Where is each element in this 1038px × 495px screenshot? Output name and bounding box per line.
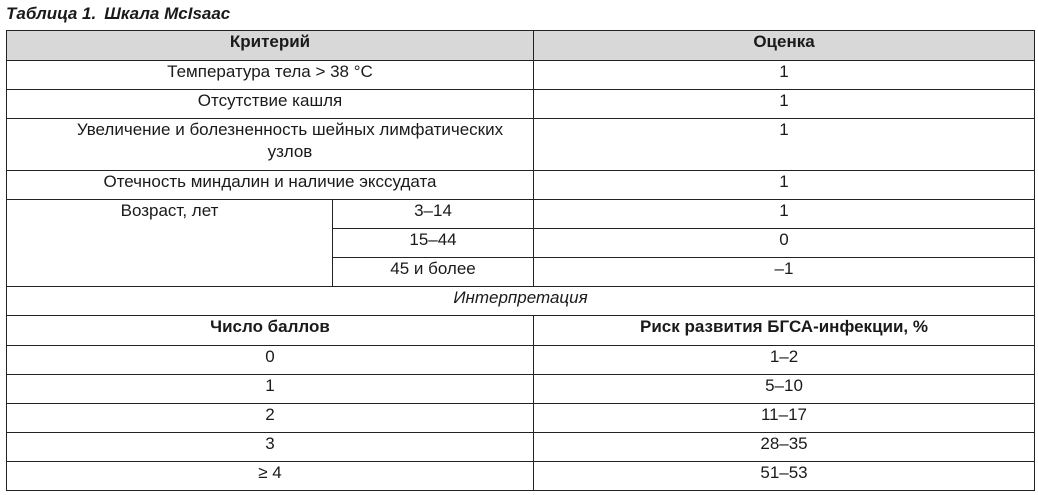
- header-score: Оценка: [534, 31, 1035, 61]
- header-points: Число баллов: [7, 316, 534, 346]
- criterion-cell: Температура тела > 38 °C: [7, 61, 534, 90]
- table-row: [7, 375, 1035, 404]
- risk-cell: 28–35: [534, 433, 1035, 462]
- table-row: [7, 90, 1035, 119]
- risk-cell: 5–10: [534, 375, 1035, 404]
- points-cell: 3: [7, 433, 534, 462]
- table-row: [7, 200, 1035, 229]
- criterion-text: Увеличение и болезненность шейных лимфатических узлов: [76, 120, 504, 161]
- caption-number: Таблица 1.: [6, 4, 97, 23]
- score-cell: 1: [534, 171, 1035, 200]
- score-cell: 1: [534, 61, 1035, 90]
- table-row: [7, 433, 1035, 462]
- age-range-cell: 3–14: [333, 200, 534, 229]
- caption-title: Шкала McIsaac: [104, 4, 231, 23]
- points-cell: 1: [7, 375, 534, 404]
- interpretation-title-row: [7, 287, 1035, 316]
- table-row: [7, 171, 1035, 200]
- header-risk: Риск развития БГСА-инфекции, %: [534, 316, 1035, 346]
- table-row: [7, 462, 1035, 491]
- points-cell: 0: [7, 346, 534, 375]
- table-row: [7, 61, 1035, 90]
- score-cell: 1: [534, 200, 1035, 229]
- age-range-cell: 15–44: [333, 229, 534, 258]
- risk-cell: 1–2: [534, 346, 1035, 375]
- mcisaac-table: [6, 30, 1035, 491]
- points-cell: 2: [7, 404, 534, 433]
- risk-cell: 11–17: [534, 404, 1035, 433]
- age-label-cell: Возраст, лет: [7, 200, 333, 287]
- interpretation-header-row: [7, 316, 1035, 346]
- risk-cell: 51–53: [534, 462, 1035, 491]
- header-criterion: Критерий: [7, 31, 534, 61]
- table-header-row: [7, 31, 1035, 61]
- age-range-cell: 45 и более: [333, 258, 534, 287]
- score-cell: 0: [534, 229, 1035, 258]
- score-cell: –1: [534, 258, 1035, 287]
- table-row: [7, 346, 1035, 375]
- table-caption: [6, 3, 230, 25]
- criterion-cell: [7, 119, 534, 171]
- table-row: [7, 404, 1035, 433]
- criterion-cell: Отечность миндалин и наличие экссудата: [7, 171, 534, 200]
- score-cell: 1: [534, 119, 1035, 171]
- table-row: [7, 119, 1035, 171]
- points-cell: ≥ 4: [7, 462, 534, 491]
- score-cell: 1: [534, 90, 1035, 119]
- interpretation-title: Интерпретация: [7, 287, 1035, 316]
- criterion-cell: Отсутствие кашля: [7, 90, 534, 119]
